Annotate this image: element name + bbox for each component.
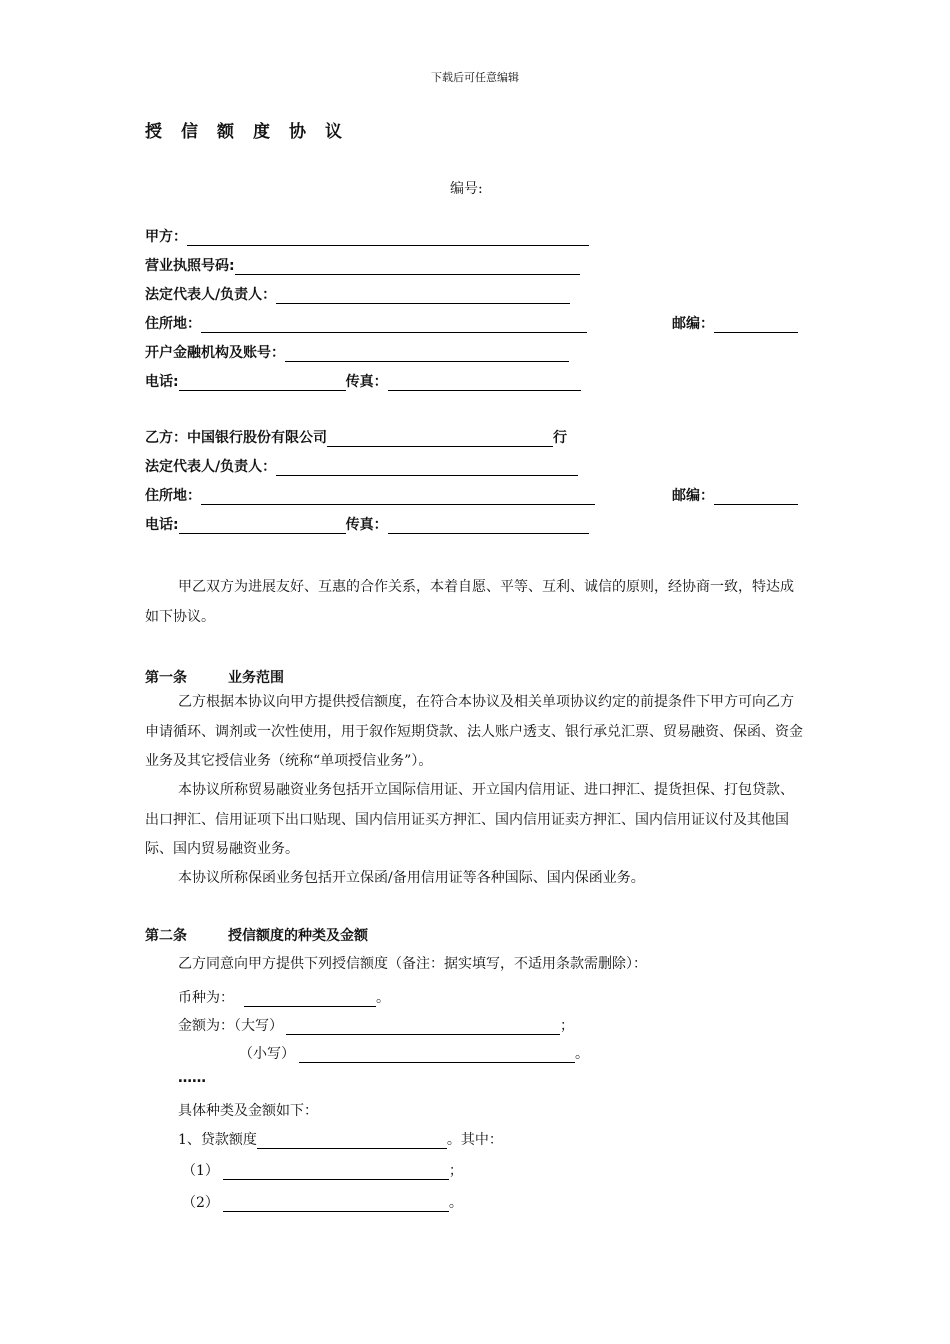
amount-upper-label: 金额为：（大写）	[178, 1018, 283, 1034]
item2-label: （2）	[182, 1195, 219, 1211]
amount-upper-end: ；	[560, 1018, 574, 1034]
item2-blank[interactable]	[223, 1197, 449, 1212]
party-a-name-field	[145, 226, 589, 246]
party-a-address-blank[interactable]	[201, 318, 587, 333]
article1-paragraph-3: 本协议所称保函业务包括开立保函/备用信用证等各种国际、国内保函业务。	[178, 870, 645, 886]
party-a-phone-field	[145, 371, 581, 391]
party-b-legal-rep-field	[145, 456, 578, 476]
party-a-address-field	[145, 313, 587, 333]
party-a-postcode-blank[interactable]	[714, 318, 798, 333]
party-b-postcode-field	[672, 485, 798, 505]
party-a-name-blank[interactable]	[187, 231, 589, 246]
party-a-phone-label: 电话:	[145, 374, 179, 390]
article1-paragraph-2: 本协议所称贸易融资业务包括开立国际信用证、开立国内信用证、进口押汇、提货担保、打包贷款、出口押汇、信用证项下出口贴现、国内信用证买方押汇、国内信用证卖方押汇、国内信用证议付及其他国际、国内贸易融资业务。	[145, 782, 794, 857]
party-a-bank-label: 开户金融机构及账号：	[145, 345, 285, 361]
party-a-bank-blank[interactable]	[285, 347, 569, 362]
party-b-legal-rep-label: 法定代表人/负责人：	[145, 459, 277, 475]
party-b-postcode-label: 邮编：	[672, 488, 714, 504]
amount-lower-blank[interactable]	[299, 1048, 575, 1063]
page-title: 授信额度协议	[145, 122, 361, 142]
item1-label: （1）	[182, 1163, 219, 1179]
party-a-postcode-field	[672, 313, 798, 333]
party-b-name-field	[145, 427, 567, 447]
amount-lower-field	[239, 1043, 589, 1063]
party-b-postcode-blank[interactable]	[714, 490, 798, 505]
detail-intro: 具体种类及金额如下：	[178, 1103, 318, 1119]
currency-field	[178, 987, 390, 1007]
party-a-address-label: 住所地：	[145, 316, 201, 332]
amount-lower-end: 。	[575, 1046, 589, 1062]
article1-paragraph-1: 乙方根据本协议向甲方提供授信额度，在符合本协议及相关单项协议约定的前提条件下甲方可向乙方申请循环、调剂或一次性使用，用于叙作短期贷款、法人账户透支、银行承兑汇票、贸易融资、保函、资金业务及其它授信业务（统称“单项授信业务”）。	[145, 694, 803, 769]
currency-label: 币种为：	[178, 990, 234, 1006]
party-a-license-field	[145, 255, 580, 275]
article2-heading-title: 授信额度的种类及金额	[228, 928, 368, 944]
party-b-fax-label: 传真：	[345, 517, 388, 533]
header-note: 下载后可任意编辑	[431, 71, 519, 84]
preamble-paragraph: 甲乙双方为进展友好、互惠的合作关系，本着自愿、平等、互利、诚信的原则，经协商一致，特达成如下协议。	[145, 579, 794, 625]
item2-field	[182, 1192, 463, 1212]
party-b-name-label: 乙方：中国银行股份有限公司	[145, 430, 327, 446]
party-a-license-label: 营业执照号码:	[145, 258, 235, 274]
item2-end: 。	[448, 1195, 463, 1211]
party-b-address-blank[interactable]	[201, 490, 595, 505]
party-a-fax-blank[interactable]	[388, 376, 581, 391]
party-a-legal-rep-label: 法定代表人/负责人：	[145, 287, 277, 303]
loan-quota-field	[178, 1129, 503, 1149]
party-b-address-field	[145, 485, 595, 505]
article1-heading-number: 第一条	[145, 670, 187, 686]
party-a-postcode-label: 邮编：	[672, 316, 714, 332]
party-a-legal-rep-blank[interactable]	[276, 289, 570, 304]
party-b-branch-blank[interactable]	[327, 432, 553, 447]
party-b-name-suffix: 行	[553, 430, 567, 446]
loan-quota-blank[interactable]	[257, 1134, 447, 1149]
article1-heading-title: 业务范围	[228, 670, 284, 686]
party-b-fax-blank[interactable]	[388, 519, 589, 534]
party-a-legal-rep-field	[145, 284, 570, 304]
party-b-phone-blank[interactable]	[179, 519, 346, 534]
currency-end: 。	[376, 990, 390, 1006]
party-b-address-label: 住所地：	[145, 488, 201, 504]
article2-heading-number: 第二条	[145, 928, 187, 944]
article2-intro: 乙方同意向甲方提供下列授信额度（备注：据实填写，不适用条款需删除）：	[178, 956, 647, 972]
contract-number-label: 编号:	[450, 181, 483, 197]
item1-end: ；	[448, 1163, 463, 1179]
party-a-phone-blank[interactable]	[179, 376, 346, 391]
ellipsis: ……	[178, 1070, 206, 1086]
party-b-legal-rep-blank[interactable]	[276, 461, 578, 476]
item1-field	[182, 1160, 463, 1180]
party-a-bank-field	[145, 342, 569, 362]
party-b-phone-field	[145, 514, 589, 534]
currency-blank[interactable]	[244, 992, 376, 1007]
loan-quota-end: 。其中：	[446, 1132, 503, 1148]
party-a-name-label: 甲方：	[145, 229, 187, 245]
party-a-license-blank[interactable]	[235, 260, 580, 275]
party-a-fax-label: 传真：	[345, 374, 388, 390]
item1-blank[interactable]	[223, 1165, 449, 1180]
party-b-phone-label: 电话:	[145, 517, 179, 533]
amount-upper-blank[interactable]	[286, 1020, 560, 1035]
amount-lower-label: （小写）	[239, 1046, 295, 1062]
loan-quota-label: 1、贷款额度	[178, 1132, 257, 1148]
amount-upper-field	[178, 1015, 574, 1035]
